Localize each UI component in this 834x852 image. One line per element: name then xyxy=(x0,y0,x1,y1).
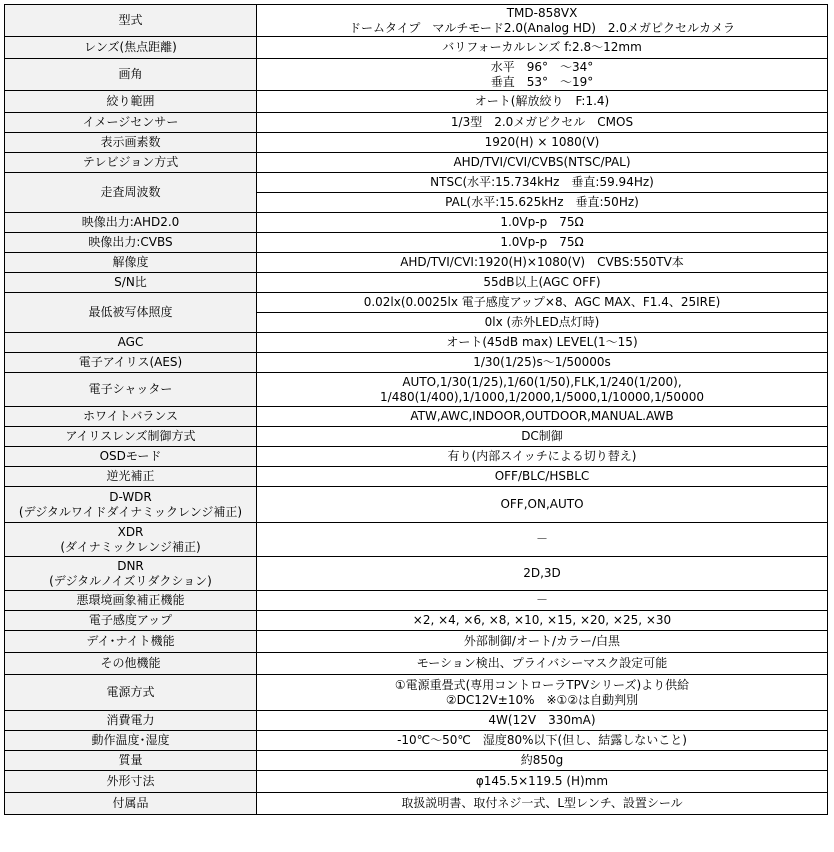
spec-value-line: 55dB以上(AGC OFF) xyxy=(483,275,601,289)
spec-value xyxy=(257,153,828,173)
spec-label-line: 表示画素数 xyxy=(100,135,161,149)
spec-row xyxy=(5,487,828,523)
spec-row xyxy=(5,731,828,751)
spec-label-line: 質量 xyxy=(118,753,143,767)
spec-value-line: バリフォーカルレンズ f:2.8～12mm xyxy=(442,40,642,54)
spec-value xyxy=(257,427,828,447)
spec-label xyxy=(5,557,257,591)
spec-value xyxy=(257,751,828,771)
spec-label xyxy=(5,447,257,467)
spec-value-line: 0.02lx(0.0025lx 電子感度アップ×8、AGC MAX、F1.4、25IRE) xyxy=(363,295,721,309)
spec-value xyxy=(257,333,828,353)
spec-label xyxy=(5,427,257,447)
spec-label xyxy=(5,611,257,631)
spec-label xyxy=(5,113,257,133)
spec-value xyxy=(257,353,828,373)
spec-value xyxy=(257,487,828,523)
spec-value xyxy=(257,91,828,113)
spec-row xyxy=(5,711,828,731)
spec-label xyxy=(5,751,257,771)
spec-value-line: AHD/TVI/CVI:1920(H)×1080(V) CVBS:550TV本 xyxy=(400,255,684,269)
spec-value xyxy=(257,173,828,193)
spec-label xyxy=(5,59,257,91)
spec-label xyxy=(5,711,257,731)
spec-label-line: AGC xyxy=(117,335,144,349)
spec-value xyxy=(257,793,828,815)
spec-value-line: NTSC(水平:15.734kHz 垂直:59.94Hz) xyxy=(430,175,654,189)
spec-label-line: 消費電力 xyxy=(106,713,155,727)
spec-label xyxy=(5,273,257,293)
spec-label xyxy=(5,333,257,353)
spec-value-line: TMD-858VX xyxy=(506,5,578,20)
spec-value xyxy=(257,293,828,313)
spec-value-line: － xyxy=(535,593,548,607)
spec-row xyxy=(5,675,828,711)
spec-row xyxy=(5,273,828,293)
spec-label xyxy=(5,675,257,711)
spec-value xyxy=(257,523,828,557)
spec-label-line: OSDモード xyxy=(99,449,162,463)
spec-label xyxy=(5,653,257,675)
spec-label-line: 逆光補正 xyxy=(106,469,155,483)
spec-table-body xyxy=(5,5,828,815)
spec-row xyxy=(5,611,828,631)
spec-value-line: オート(45dB max) LEVEL(1～15) xyxy=(446,335,638,349)
spec-value-line: ×2, ×4, ×6, ×8, ×10, ×15, ×20, ×25, ×30 xyxy=(412,613,672,627)
spec-value-line: オート(解放絞り F:1.4) xyxy=(474,94,610,108)
spec-value xyxy=(257,233,828,253)
spec-label-line: 解像度 xyxy=(112,255,149,269)
spec-value-line: ドームタイプ マルチモード2.0(Analog HD) 2.0メガピクセルカメラ xyxy=(349,20,735,35)
spec-label-line: S/N比 xyxy=(114,275,147,289)
spec-value xyxy=(257,253,828,273)
spec-label xyxy=(5,37,257,59)
spec-row xyxy=(5,153,828,173)
spec-value xyxy=(257,653,828,675)
spec-value xyxy=(257,731,828,751)
spec-label-line: 付属品 xyxy=(112,796,149,810)
spec-value-line: 垂直 53° ～19° xyxy=(490,74,594,89)
spec-label xyxy=(5,213,257,233)
spec-value xyxy=(257,711,828,731)
spec-label-line: 映像出力:CVBS xyxy=(88,235,173,249)
spec-value xyxy=(257,133,828,153)
spec-value xyxy=(257,447,828,467)
spec-value xyxy=(257,37,828,59)
spec-label-line: 映像出力:AHD2.0 xyxy=(81,215,180,229)
spec-label-line: レンズ(焦点距離) xyxy=(84,40,177,54)
spec-row xyxy=(5,557,828,591)
spec-row xyxy=(5,293,828,313)
spec-value-line: -10℃～50℃ 湿度80%以下(但し、結露しないこと) xyxy=(397,733,687,747)
spec-value xyxy=(257,467,828,487)
spec-label xyxy=(5,731,257,751)
spec-row xyxy=(5,113,828,133)
spec-row xyxy=(5,233,828,253)
spec-label xyxy=(5,793,257,815)
spec-value-line: 取扱説明書、取付ネジ一式、L型レンチ、設置シール xyxy=(401,796,683,810)
spec-value xyxy=(257,611,828,631)
spec-value xyxy=(257,631,828,653)
spec-value-line: モーション検出、プライバシーマスク設定可能 xyxy=(416,656,668,670)
spec-row xyxy=(5,467,828,487)
spec-value-line: 1/3型 2.0メガピクセル CMOS xyxy=(450,115,634,129)
spec-label-line: D-WDR xyxy=(109,489,152,504)
spec-row xyxy=(5,213,828,233)
spec-value-line: 1/30(1/25)s～1/50000s xyxy=(473,355,611,369)
spec-label-line: (デジタルワイドダイナミックレンジ補正) xyxy=(18,504,243,519)
spec-value xyxy=(257,557,828,591)
spec-label xyxy=(5,153,257,173)
spec-table xyxy=(4,4,828,815)
spec-label xyxy=(5,373,257,407)
spec-label-line: XDR xyxy=(117,524,144,539)
spec-label xyxy=(5,173,257,213)
spec-row xyxy=(5,59,828,91)
spec-label xyxy=(5,233,257,253)
spec-value xyxy=(257,213,828,233)
spec-row xyxy=(5,407,828,427)
spec-label-line: ホワイトバランス xyxy=(82,409,179,423)
spec-label xyxy=(5,293,257,333)
spec-label-line: 電子アイリス(AES) xyxy=(78,355,183,369)
spec-value-line: － xyxy=(535,532,548,546)
spec-value-line: 有り(内部スイッチによる切り替え) xyxy=(447,449,637,463)
spec-value xyxy=(257,373,828,407)
spec-label-line: DNR xyxy=(117,558,144,573)
spec-row xyxy=(5,447,828,467)
spec-value-line: 1/480(1/400),1/1000,1/2000,1/5000,1/10000,1/50000 xyxy=(380,389,704,404)
spec-row xyxy=(5,253,828,273)
spec-value-line: φ145.5×119.5 (H)mm xyxy=(475,774,609,788)
spec-label-line: 電子感度アップ xyxy=(88,613,173,627)
spec-value-line: 外部制御/オート/カラー/白黒 xyxy=(463,634,621,648)
spec-label xyxy=(5,487,257,523)
spec-row xyxy=(5,37,828,59)
spec-row xyxy=(5,591,828,611)
spec-row xyxy=(5,373,828,407)
spec-label-line: 型式 xyxy=(118,13,143,27)
spec-label-line: 最低被写体照度 xyxy=(88,305,173,319)
spec-row xyxy=(5,133,828,153)
spec-label xyxy=(5,631,257,653)
spec-label xyxy=(5,353,257,373)
spec-row xyxy=(5,353,828,373)
spec-value-line: ②DC12V±10% ※①②は自動判別 xyxy=(445,692,639,707)
spec-value-line: 2D,3D xyxy=(523,566,561,580)
spec-value xyxy=(257,59,828,91)
spec-label-line: アイリスレンズ制御方式 xyxy=(65,429,196,443)
spec-label-line: 電子シャッター xyxy=(88,382,173,396)
spec-value xyxy=(257,113,828,133)
spec-label-line: 動作温度･湿度 xyxy=(91,733,170,747)
spec-label xyxy=(5,91,257,113)
spec-value xyxy=(257,5,828,37)
spec-label xyxy=(5,771,257,793)
spec-value xyxy=(257,193,828,213)
spec-label-line: (デジタルノイズリダクション) xyxy=(49,573,212,588)
spec-value-line: DC制御 xyxy=(521,429,563,443)
spec-value-line: OFF/BLC/HSBLC xyxy=(494,469,590,483)
spec-row xyxy=(5,751,828,771)
spec-label-line: デイ･ナイト機能 xyxy=(86,634,175,648)
spec-value-line: 水平 96° ～34° xyxy=(490,59,594,74)
spec-value-line: ATW,AWC,INDOOR,OUTDOOR,MANUAL.AWB xyxy=(410,409,674,423)
spec-value xyxy=(257,771,828,793)
spec-value-line: 4W(12V 330mA) xyxy=(488,713,596,727)
spec-label-line: その他機能 xyxy=(100,656,161,670)
spec-row xyxy=(5,5,828,37)
spec-label-line: 外形寸法 xyxy=(106,774,155,788)
spec-value xyxy=(257,591,828,611)
spec-row xyxy=(5,91,828,113)
spec-label xyxy=(5,5,257,37)
spec-value xyxy=(257,273,828,293)
spec-value xyxy=(257,407,828,427)
spec-value-line: 1920(H) × 1080(V) xyxy=(484,135,600,149)
spec-label xyxy=(5,407,257,427)
spec-row xyxy=(5,771,828,793)
spec-value-line: AHD/TVI/CVI/CVBS(NTSC/PAL) xyxy=(453,155,631,169)
spec-value-line: ①電源重畳式(専用コントローラTPVシリーズ)より供給 xyxy=(394,677,690,692)
spec-value-line: 1.0Vp-p 75Ω xyxy=(500,235,584,249)
spec-value-line: OFF,ON,AUTO xyxy=(500,497,584,511)
spec-label-line: 悪環境画象補正機能 xyxy=(76,593,185,607)
spec-label xyxy=(5,591,257,611)
spec-value-line: PAL(水平:15.625kHz 垂直:50Hz) xyxy=(445,195,639,209)
spec-label-line: (ダイナミックレンジ補正) xyxy=(60,539,201,554)
spec-value-line: AUTO,1/30(1/25),1/60(1/50),FLK,1/240(1/200), xyxy=(402,374,682,389)
spec-value xyxy=(257,313,828,333)
spec-label xyxy=(5,467,257,487)
spec-label-line: テレビジョン方式 xyxy=(82,155,179,169)
spec-label-line: イメージセンサー xyxy=(82,115,179,129)
spec-row xyxy=(5,793,828,815)
spec-label-line: 画角 xyxy=(118,67,143,81)
spec-label xyxy=(5,523,257,557)
spec-label-line: 電源方式 xyxy=(106,685,155,699)
spec-value xyxy=(257,675,828,711)
spec-label xyxy=(5,133,257,153)
spec-row xyxy=(5,523,828,557)
spec-row xyxy=(5,173,828,193)
spec-value-line: 約850g xyxy=(520,753,564,767)
spec-label-line: 走査周波数 xyxy=(100,185,161,199)
spec-label xyxy=(5,253,257,273)
spec-row xyxy=(5,653,828,675)
spec-row xyxy=(5,631,828,653)
spec-row xyxy=(5,427,828,447)
spec-value-line: 1.0Vp-p 75Ω xyxy=(500,215,584,229)
spec-value-line: 0lx (赤外LED点灯時) xyxy=(484,315,600,329)
spec-row xyxy=(5,333,828,353)
spec-label-line: 絞り範囲 xyxy=(106,94,155,108)
